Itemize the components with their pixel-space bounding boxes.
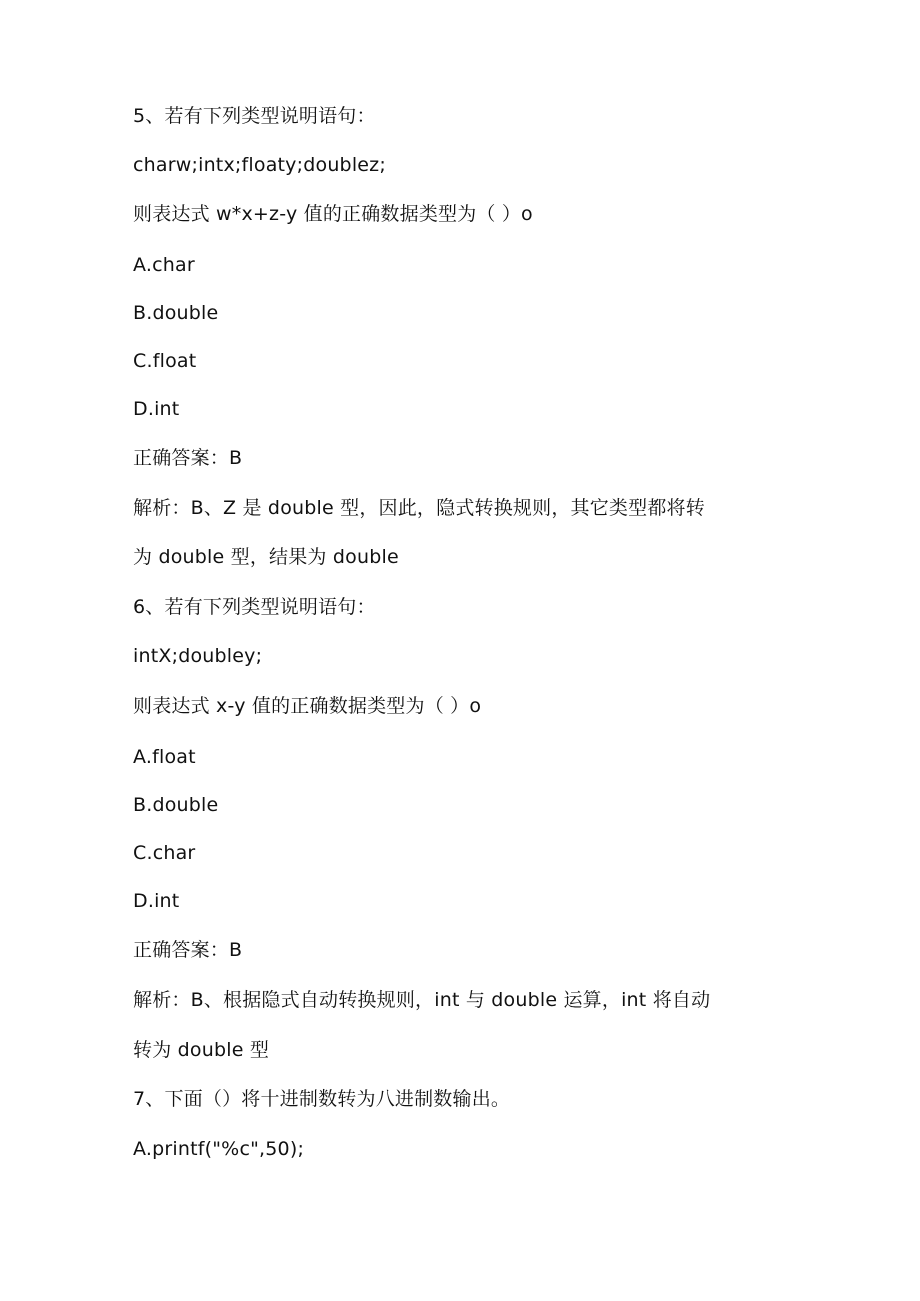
question-5-option-b: B.double xyxy=(133,302,219,324)
question-5-analysis-line-2: 为 double 型，结果为 double xyxy=(133,546,399,568)
question-5-stem: 5、若有下列类型说明语句： xyxy=(133,105,376,127)
question-6-answer: 正确答案：B xyxy=(133,939,243,961)
question-5-option-c: C.float xyxy=(133,350,197,372)
question-5-answer: 正确答案：B xyxy=(133,447,243,469)
question-6-option-c: C.char xyxy=(133,842,196,864)
question-6-option-b: B.double xyxy=(133,794,219,816)
question-6-code: intX;doubley; xyxy=(133,645,263,667)
question-6-stem: 6、若有下列类型说明语句： xyxy=(133,596,376,618)
question-6-option-d: D.int xyxy=(133,890,180,912)
question-5-option-d: D.int xyxy=(133,398,180,420)
question-5-analysis-line-1: 解析：B、Z 是 double 型，因此，隐式转换规则，其它类型都将转 xyxy=(133,497,705,519)
question-6-prompt: 则表达式 x-y 值的正确数据类型为（ ）o xyxy=(133,695,482,717)
question-6-analysis-line-1: 解析：B、根据隐式自动转换规则，int 与 double 运算，int 将自动 xyxy=(133,989,711,1011)
question-5-code: charw;intx;floaty;doublez; xyxy=(133,154,386,176)
question-5-option-a: A.char xyxy=(133,254,195,276)
question-5-prompt: 则表达式 w*x+z-y 值的正确数据类型为（ ）o xyxy=(133,203,533,225)
question-6-option-a: A.float xyxy=(133,746,196,768)
question-6-analysis-line-2: 转为 double 型 xyxy=(133,1039,270,1061)
question-7-option-a: A.printf("%c",50); xyxy=(133,1138,305,1160)
question-7-stem: 7、下面（）将十进制数转为八进制数输出。 xyxy=(133,1088,511,1110)
